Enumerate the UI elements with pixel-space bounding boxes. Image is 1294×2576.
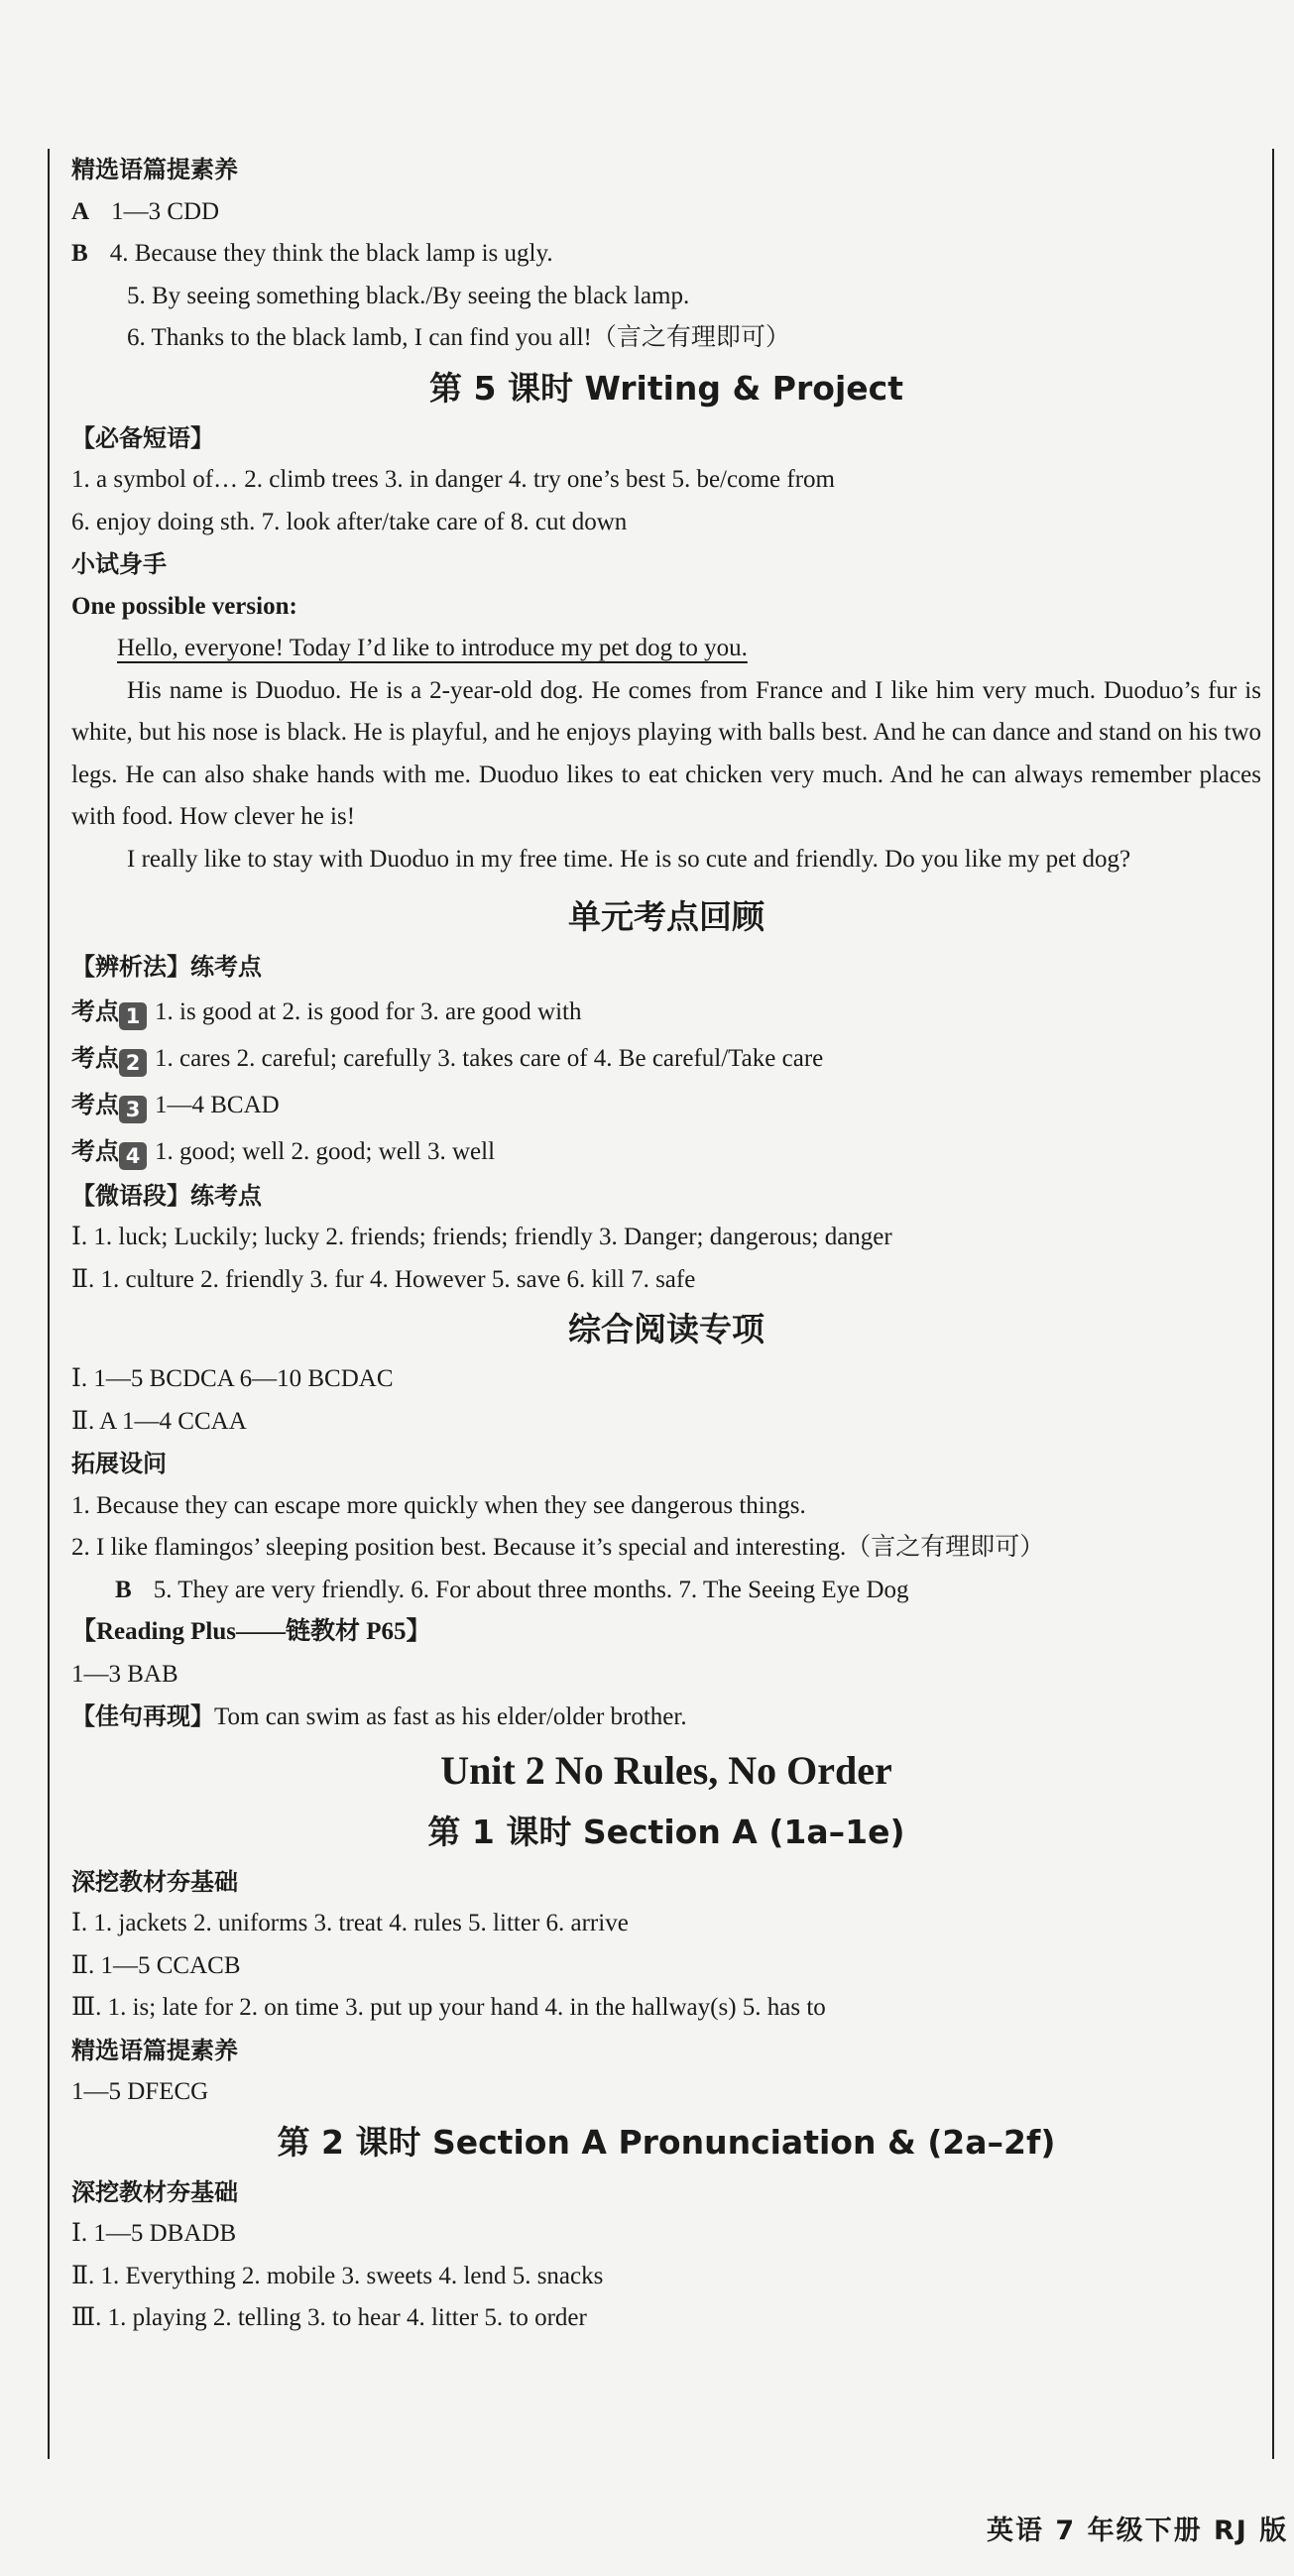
- answer-line: 6. enjoy doing sth. 7. look after/take care of 8. cut down: [71, 508, 628, 535]
- exam-point-row: 考点 2 1. cares 2. careful; carefully 3. takes care of 4. Be careful/Take care: [71, 1043, 824, 1075]
- unit-title: Unit 2 No Rules, No Order: [440, 1747, 892, 1793]
- answer-line: Ⅲ. 1. playing 2. telling 3. to hear 4. litter 5. to order: [71, 2304, 587, 2331]
- answer-line: 1. Because they can escape more quickly when they see dangerous things.: [71, 1491, 806, 1519]
- page-footer: 英语 7 年级下册 RJ 版: [987, 2516, 1289, 2546]
- section-heading: 【Reading Plus——链教材 P65】: [71, 1618, 431, 1645]
- exam-point-row: 考点 3 1—4 BCAD: [71, 1090, 280, 1121]
- answer-line: B 4. Because they think the black lamp is ugly.: [71, 240, 553, 267]
- exam-point-row: 考点 1 1. is good at 2. is good for 3. are good with: [71, 996, 582, 1028]
- section-heading: 【微语段】练考点: [71, 1181, 262, 1210]
- section-heading: 精选语篇提素养: [71, 156, 238, 183]
- left-margin-rule: [48, 149, 50, 2459]
- lesson-title: 第 1 课时 Section A (1a–1e): [427, 1812, 905, 1851]
- number-badge: 3: [119, 1096, 147, 1123]
- number-badge: 2: [119, 1049, 147, 1077]
- section-title: 综合阅读专项: [568, 1310, 765, 1348]
- section-heading: 拓展设问: [71, 1450, 167, 1477]
- section-heading: 【必备短语】: [71, 423, 214, 452]
- section-heading: 精选语篇提素养: [71, 2036, 238, 2064]
- answer-line: 1—3 BAB: [71, 1660, 178, 1688]
- answer-key-page: [71, 149, 1261, 2340]
- answer-line: B 5. They are very friendly. 6. For about three months. 7. The Seeing Eye Dog: [115, 1576, 909, 1603]
- version-label: One possible version:: [71, 592, 297, 620]
- lesson-title: 第 5 课时 Writing & Project: [429, 368, 903, 408]
- answer-line: Ⅲ. 1. is; late for 2. on time 3. put up your hand 4. in the hallway(s) 5. has to: [71, 1994, 826, 2021]
- answer-line: 1. a symbol of… 2. climb trees 3. in danger 4. try one’s best 5. be/come from: [71, 466, 835, 493]
- number-badge: 1: [119, 1002, 147, 1030]
- right-margin-rule: [1272, 149, 1274, 2459]
- answer-line: Ⅱ. 1. culture 2. friendly 3. fur 4. However 5. save 6. kill 7. safe: [71, 1265, 696, 1293]
- answer-line: Ⅱ. A 1—4 CCAA: [71, 1407, 247, 1435]
- exam-point-row: 考点 4 1. good; well 2. good; well 3. well: [71, 1136, 496, 1168]
- answer-line: A 1—3 CDD: [71, 197, 220, 225]
- answer-line: Ⅰ. 1. jackets 2. uniforms 3. treat 4. rules 5. litter 6. arrive: [71, 1910, 629, 1936]
- answer-line: 5. By seeing something black./By seeing the black lamp.: [127, 282, 690, 309]
- answer-line: 6. Thanks to the black lamb, I can find you all!（言之有理即可）: [127, 324, 790, 351]
- answer-line: Ⅱ. 1. Everything 2. mobile 3. sweets 4. lend 5. snacks: [71, 2262, 604, 2289]
- essay-opening: Hello, everyone! Today I’d like to introduce my pet dog to you.: [117, 635, 748, 661]
- answer-line: Ⅰ. 1. luck; Luckily; lucky 2. friends; friends; friendly 3. Danger; dangerous; danger: [71, 1224, 892, 1250]
- lesson-title: 第 2 课时 Section A Pronunciation & (2a–2f): [277, 2122, 1056, 2162]
- answer-line: Ⅰ. 1—5 BCDCA 6—10 BCDAC: [71, 1365, 394, 1392]
- answer-line: 1—5 DFECG: [71, 2078, 209, 2105]
- section-heading: 深挖教材夯基础: [71, 2177, 238, 2206]
- answer-line: Ⅱ. 1—5 CCACB: [71, 1951, 241, 1979]
- essay-paragraph: His name is Duoduo. He is a 2-year-old dog. He comes from France and I like him very much. Duoduo’s fur is white, but his nose is black. He is playful, and he enjoys playing with balls best. And he can dance and stand on his two legs. He can also shake hands with me. Duoduo likes to eat chicken very much. And he can always remember places with food. How clever he is!: [71, 676, 1261, 830]
- section-title: 单元考点回顾: [568, 897, 765, 936]
- answer-line: 2. I like flamingos’ sleeping position best. Because it’s special and interesting.（言之有理即可）: [71, 1534, 1045, 1561]
- section-heading: 小试身手: [71, 550, 167, 578]
- number-badge: 4: [119, 1142, 147, 1170]
- section-heading: 【辨析法】练考点: [71, 953, 262, 981]
- answer-line: 【佳句再现】Tom can swim as fast as his elder/older brother.: [71, 1702, 687, 1730]
- answer-line: Ⅰ. 1—5 DBADB: [71, 2220, 237, 2247]
- essay-paragraph: I really like to stay with Duoduo in my free time. He is so cute and friendly. Do you like my pet dog?: [127, 845, 1131, 873]
- section-heading: 深挖教材夯基础: [71, 1867, 238, 1896]
